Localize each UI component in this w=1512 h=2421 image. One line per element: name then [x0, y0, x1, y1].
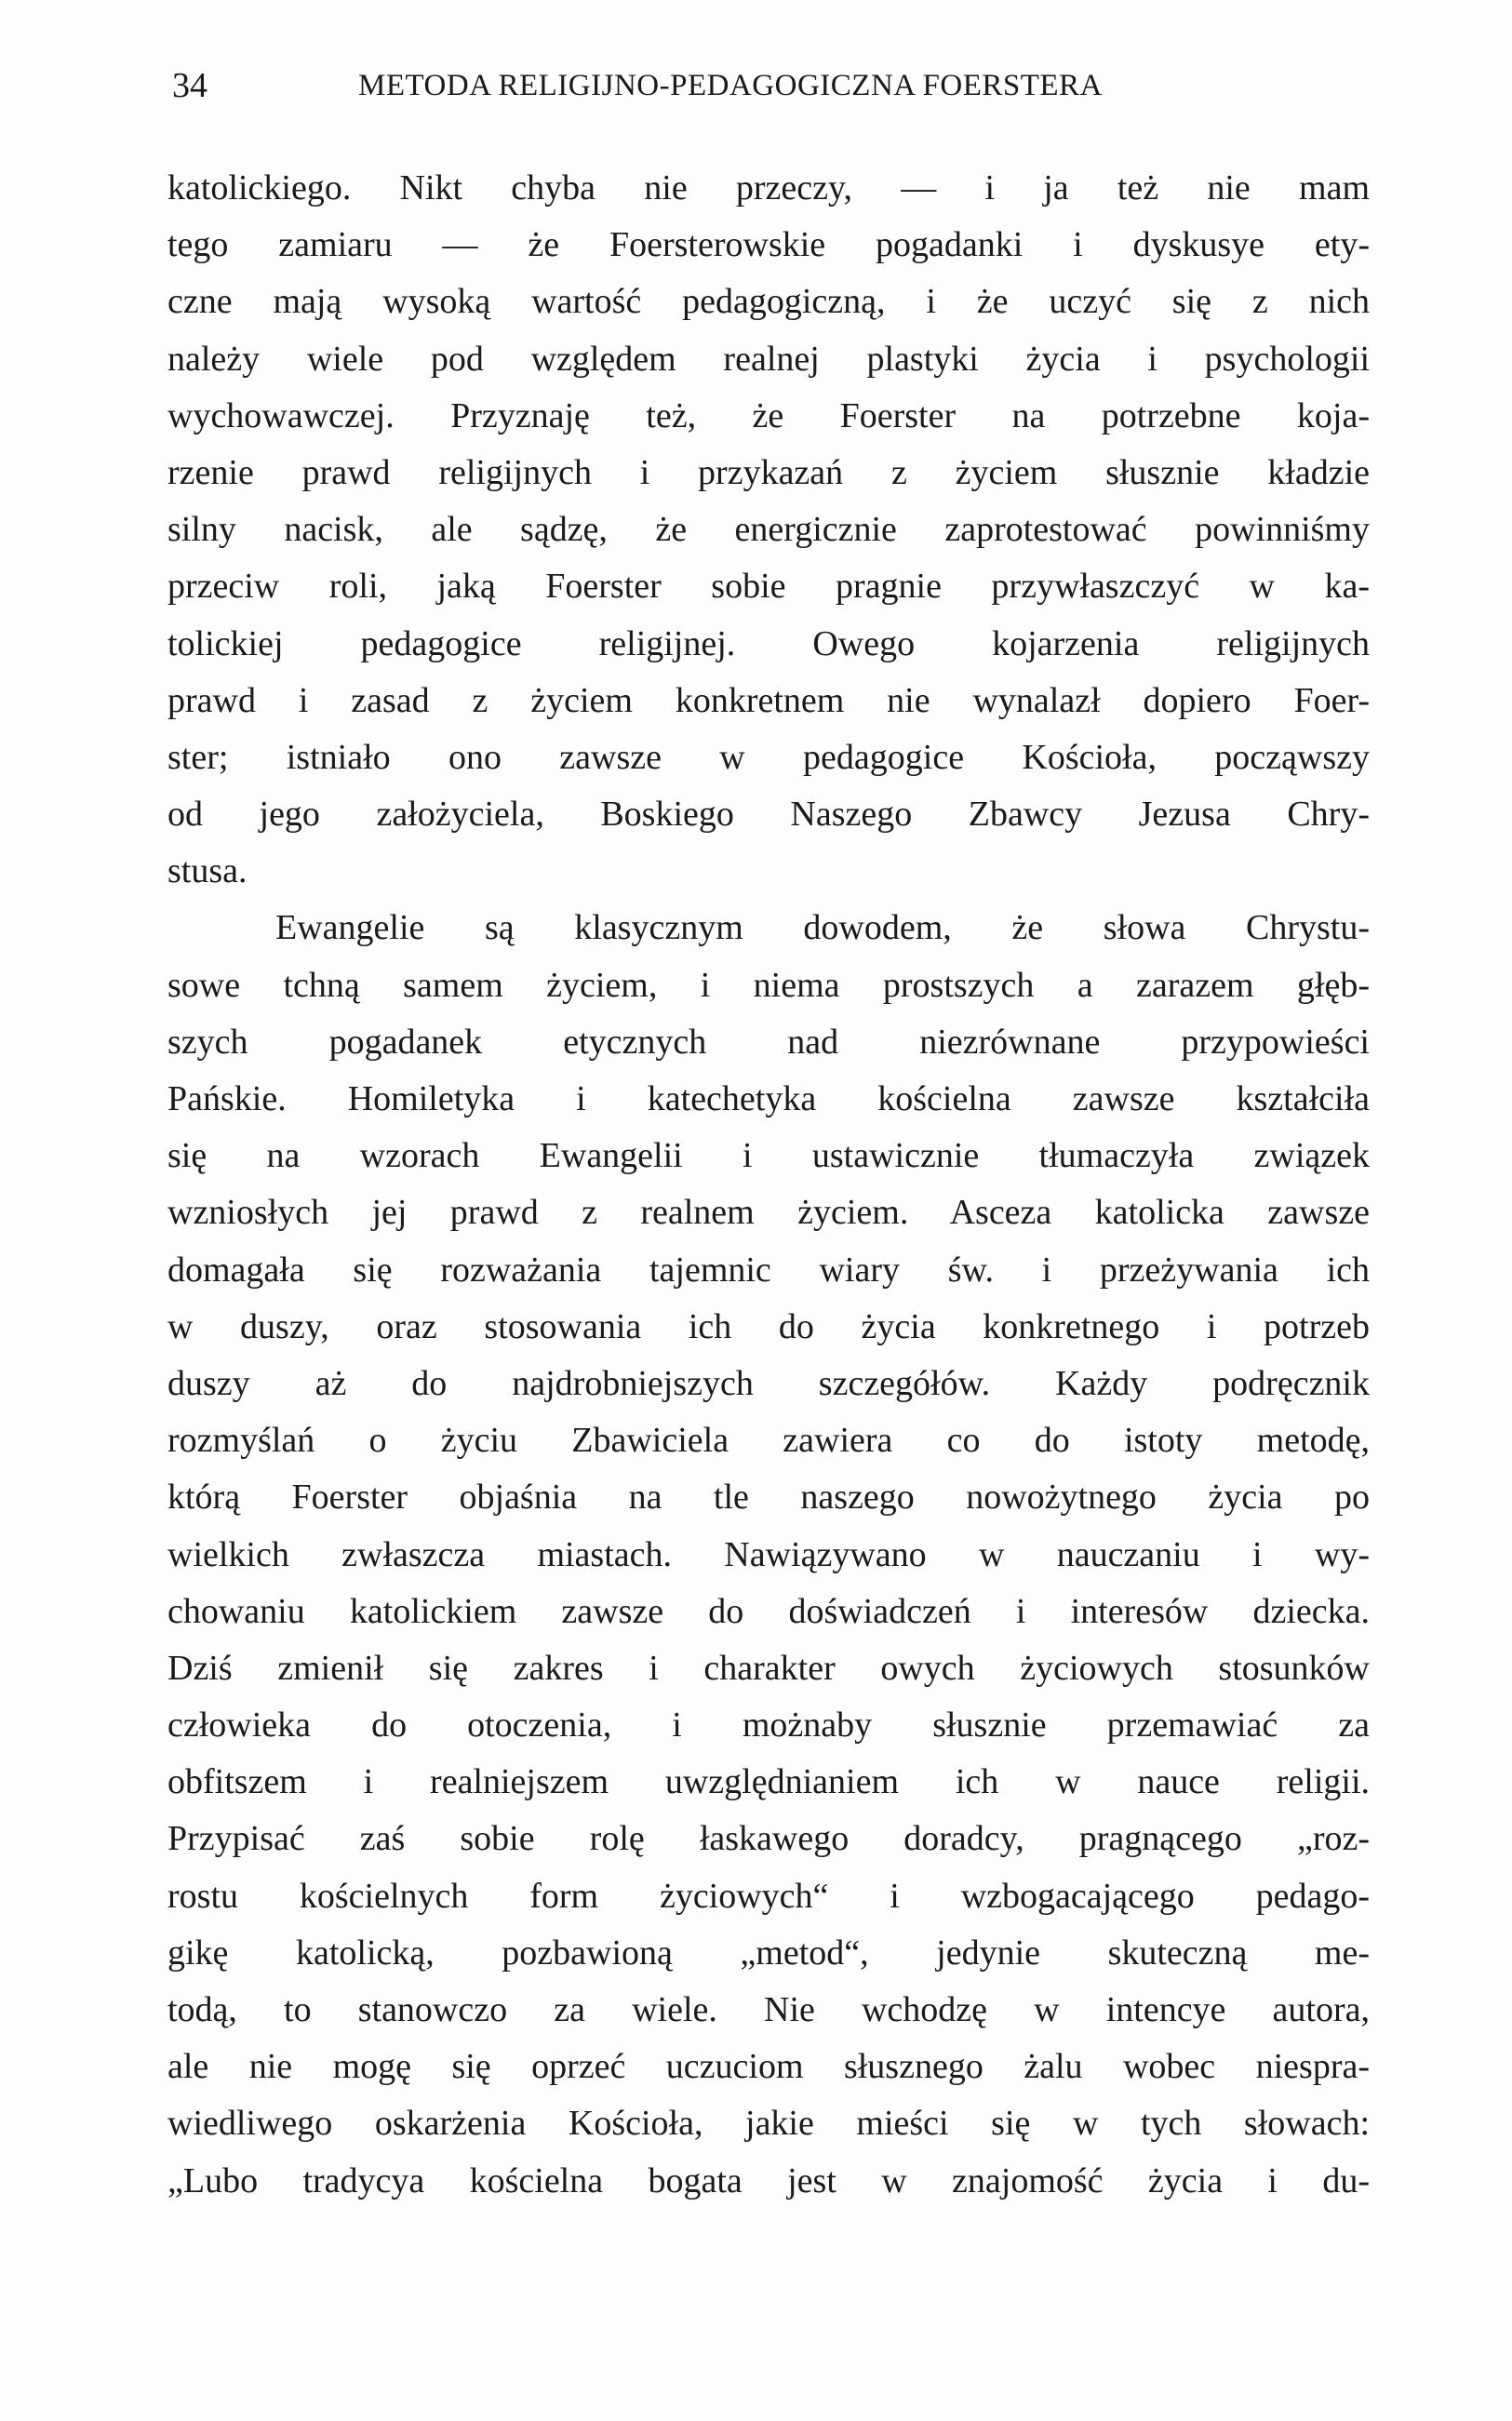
text-line: „Lubo tradycya kościelna bogata jest w znajomość życia i du- — [167, 2160, 1370, 2200]
text-line: tego zamiaru — że Foersterowskie pogadanki i dyskusye ety- — [167, 225, 1370, 265]
text-line: czne mają wysoką wartość pedagogiczną, i że uczyć się z nich — [167, 282, 1370, 322]
text-line: gikę katolicką, pozbawioną „metod“, jedynie skuteczną me- — [167, 1933, 1370, 1973]
text-line: ster; istniało ono zawsze w pedagogice Kościoła, począwszy — [167, 737, 1370, 777]
text-line: rozmyślań o życiu Zbawiciela zawiera co do istoty metodę, — [167, 1421, 1370, 1461]
text-line: Dziś zmienił się zakres i charakter owych życiowych stosunków — [167, 1648, 1370, 1688]
text-line: sowe tchną samem życiem, i niema prostszych a zarazem głęb- — [167, 965, 1370, 1005]
text-line: wychowawczej. Przyznaję też, że Foerster na potrzebne koja- — [167, 395, 1370, 435]
text-line: wiedliwego oskarżenia Kościoła, jakie mieści się w tych słowach: — [167, 2104, 1370, 2144]
text-line: od jego założyciela, Boskiego Naszego Zbawcy Jezusa Chry- — [167, 795, 1370, 835]
text-line: w duszy, oraz stosowania ich do życia konkretnego i potrzeb — [167, 1306, 1370, 1346]
paragraph-first-line: Ewangelie są klasycznym dowodem, że słowa Chrystu- — [275, 908, 1370, 948]
text-line: tolickiej pedagogice religijnej. Owego kojarzenia religijnych — [167, 623, 1370, 663]
text-line: chowaniu katolickiem zawsze do doświadczeń i interesów dziecka. — [167, 1591, 1370, 1631]
text-line: wielkich zwłaszcza miastach. Nawiązywano w nauczaniu i wy- — [167, 1534, 1370, 1574]
body-text — [167, 160, 1370, 2210]
text-line: Pańskie. Homiletyka i katechetyka kościelna zawsze kształciła — [167, 1079, 1370, 1118]
text-line: todą, to stanowczo za wiele. Nie wchodzę w intencye autora, — [167, 1990, 1370, 2029]
text-line: silny nacisk, ale sądzę, że energicznie zaprotestować powinniśmy — [167, 510, 1370, 550]
text-line: należy wiele pod względem realnej plastyki życia i psychologii — [167, 339, 1370, 379]
text-line: rzenie prawd religijnych i przykazań z życiem słusznie kładzie — [167, 452, 1370, 492]
text-line: którą Foerster objaśnia na tle naszego nowożytnego życia po — [167, 1478, 1370, 1518]
running-title: METODA RELIGIJNO-PEDAGOGICZNA FOERSTERA — [358, 69, 1103, 102]
text-line: obfitszem i realniejszem uwzględnianiem ich w nauce religii. — [167, 1762, 1370, 1802]
text-line: Przypisać zaś sobie rolę łaskawego doradcy, pragnącego „roz- — [167, 1819, 1370, 1859]
page-number: 34 — [172, 66, 207, 105]
text-line: przeciw roli, jaką Foerster sobie pragnie przywłaszczyć w ka- — [167, 567, 1370, 607]
text-line: szych pogadanek etycznych nad niezrównane przypowieści — [167, 1022, 1370, 1062]
text-line: się na wzorach Ewangelii i ustawicznie tłumaczyła związek — [167, 1136, 1370, 1176]
text-line: ale nie mogę się oprzeć uczuciom słusznego żalu wobec niespra- — [167, 2047, 1370, 2087]
text-line: człowieka do otoczenia, i możnaby słusznie przemawiać za — [167, 1705, 1370, 1746]
running-header — [172, 58, 1372, 114]
text-line: wzniosłych jej prawd z realnem życiem. Asceza katolicka zawsze — [167, 1193, 1370, 1233]
text-line: rostu kościelnych form życiowych“ i wzbogacającego pedago- — [167, 1876, 1370, 1916]
text-line: domagała się rozważania tajemnic wiary św. i przeżywania ich — [167, 1250, 1370, 1290]
text-line: prawd i zasad z życiem konkretnem nie wynalazł dopiero Foer- — [167, 680, 1370, 720]
text-line: katolickiego. Nikt chyba nie przeczy, — i ja też nie mam — [167, 168, 1370, 207]
paragraph-end-line: stusa. — [167, 851, 248, 891]
text-line: duszy aż do najdrobniejszych szczegółów. Każdy podręcznik — [167, 1363, 1370, 1403]
